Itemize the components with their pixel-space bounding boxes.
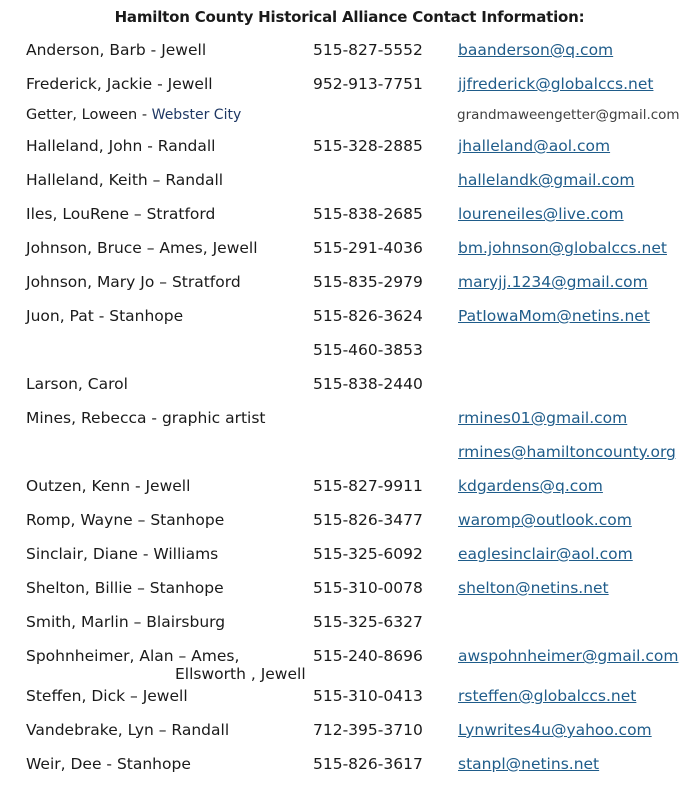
contact-row (0, 171, 699, 193)
contact-name: Vandebrake, Lyn – Randall (26, 721, 230, 739)
contact-email-link[interactable]: rsteffen@globalccs.net (458, 687, 637, 705)
contact-name: Sinclair, Diane - Williams (26, 545, 219, 563)
contact-phone: 515-838-2440 (313, 375, 423, 393)
contact-name: Romp, Wayne – Stanhope (26, 511, 225, 529)
contact-phone: 952-913-7751 (313, 75, 423, 93)
contact-name: Johnson, Bruce – Ames, Jewell (26, 239, 258, 257)
contact-email-link[interactable]: jhalleland@aol.com (458, 137, 611, 155)
contact-email-link[interactable]: kdgardens@q.com (458, 477, 603, 495)
contact-name: Iles, LouRene – Stratford (26, 205, 216, 223)
contact-row (0, 41, 699, 63)
contact-row (0, 647, 699, 687)
contact-phone: 515-838-2685 (313, 205, 423, 223)
contact-name: Larson, Carol (26, 375, 128, 393)
contact-email: grandmaweengetter@gmail.com (457, 107, 680, 123)
contact-email-link[interactable]: bm.johnson@globalccs.net (458, 239, 667, 257)
contact-row (0, 545, 699, 567)
contact-phone: 712-395-3710 (313, 721, 423, 739)
contact-name: Halleland, Keith – Randall (26, 171, 224, 189)
contact-name: Anderson, Barb - Jewell (26, 41, 207, 59)
contact-phone: 515-325-6327 (313, 613, 423, 631)
contact-row (0, 443, 699, 465)
contact-row (0, 409, 699, 431)
contact-row (0, 341, 699, 363)
contact-row (0, 687, 699, 709)
page-title: Hamilton County Historical Alliance Contact Information: (114, 8, 585, 26)
contact-name: Shelton, Billie – Stanhope (26, 579, 224, 597)
contact-name-text: Getter, Loween - (26, 107, 152, 123)
contact-row (0, 375, 699, 397)
contact-phone: 515-240-8696 (313, 647, 423, 665)
contact-city: Webster City (151, 107, 242, 123)
contact-name: Halleland, John - Randall (26, 137, 216, 155)
contact-phone: 515-835-2979 (313, 273, 423, 291)
contact-email-link[interactable]: Lynwrites4u@yahoo.com (458, 721, 652, 739)
contact-name: Juon, Pat - Stanhope (26, 307, 184, 325)
contact-row (0, 613, 699, 635)
contact-name (26, 107, 241, 123)
contact-phone: 515-827-9911 (313, 477, 423, 495)
contact-row (0, 477, 699, 499)
contact-email-link[interactable]: waromp@outlook.com (458, 511, 632, 529)
contact-email-link[interactable]: PatIowaMom@netins.net (458, 307, 650, 325)
contact-name: Mines, Rebecca - graphic artist (26, 409, 266, 427)
contact-row (0, 755, 699, 777)
contact-row (0, 239, 699, 261)
contact-email-link[interactable]: rmines@hamiltoncounty.org (458, 443, 676, 461)
contact-phone: 515-826-3477 (313, 511, 423, 529)
contact-row (0, 273, 699, 295)
contact-name: Smith, Marlin – Blairsburg (26, 613, 226, 631)
contact-row (0, 721, 699, 743)
contact-email-link[interactable]: loureneiles@live.com (458, 205, 624, 223)
contact-email-link[interactable]: awspohnheimer@gmail.com (458, 647, 679, 665)
contact-row (0, 307, 699, 329)
contact-phone: 515-826-3617 (313, 755, 423, 773)
contact-row (0, 137, 699, 159)
contact-name: Spohnheimer, Alan – Ames, (26, 647, 240, 665)
contact-row (0, 75, 699, 97)
contact-name: Weir, Dee - Stanhope (26, 755, 191, 773)
contact-phone: 515-310-0413 (313, 687, 423, 705)
contact-email-link[interactable]: jjfrederick@globalccs.net (458, 75, 654, 93)
contact-phone: 515-291-4036 (313, 239, 423, 257)
contact-row (0, 107, 699, 129)
contact-row (0, 511, 699, 533)
contact-email-link[interactable]: eaglesinclair@aol.com (458, 545, 633, 563)
contact-email-link[interactable]: maryjj.1234@gmail.com (458, 273, 648, 291)
contact-row (0, 579, 699, 601)
contact-name: Steffen, Dick – Jewell (26, 687, 188, 705)
contact-name: Frederick, Jackie - Jewell (26, 75, 213, 93)
contact-phone: 515-325-6092 (313, 545, 423, 563)
contact-name: Johnson, Mary Jo – Stratford (26, 273, 241, 291)
contact-phone: 515-460-3853 (313, 341, 423, 359)
contact-row (0, 205, 699, 227)
contact-phone: 515-310-0078 (313, 579, 423, 597)
contact-phone: 515-826-3624 (313, 307, 423, 325)
contact-phone: 515-827-5552 (313, 41, 423, 59)
contact-email-link[interactable]: hallelandk@gmail.com (458, 171, 635, 189)
contact-email-link[interactable]: baanderson@q.com (458, 41, 614, 59)
contact-name: Outzen, Kenn - Jewell (26, 477, 191, 495)
contact-name-continued: Ellsworth , Jewell (175, 665, 306, 683)
contact-email-link[interactable]: rmines01@gmail.com (458, 409, 628, 427)
contact-phone: 515-328-2885 (313, 137, 423, 155)
contact-email-link[interactable]: shelton@netins.net (458, 579, 609, 597)
contact-email-link[interactable]: stanpl@netins.net (458, 755, 600, 773)
